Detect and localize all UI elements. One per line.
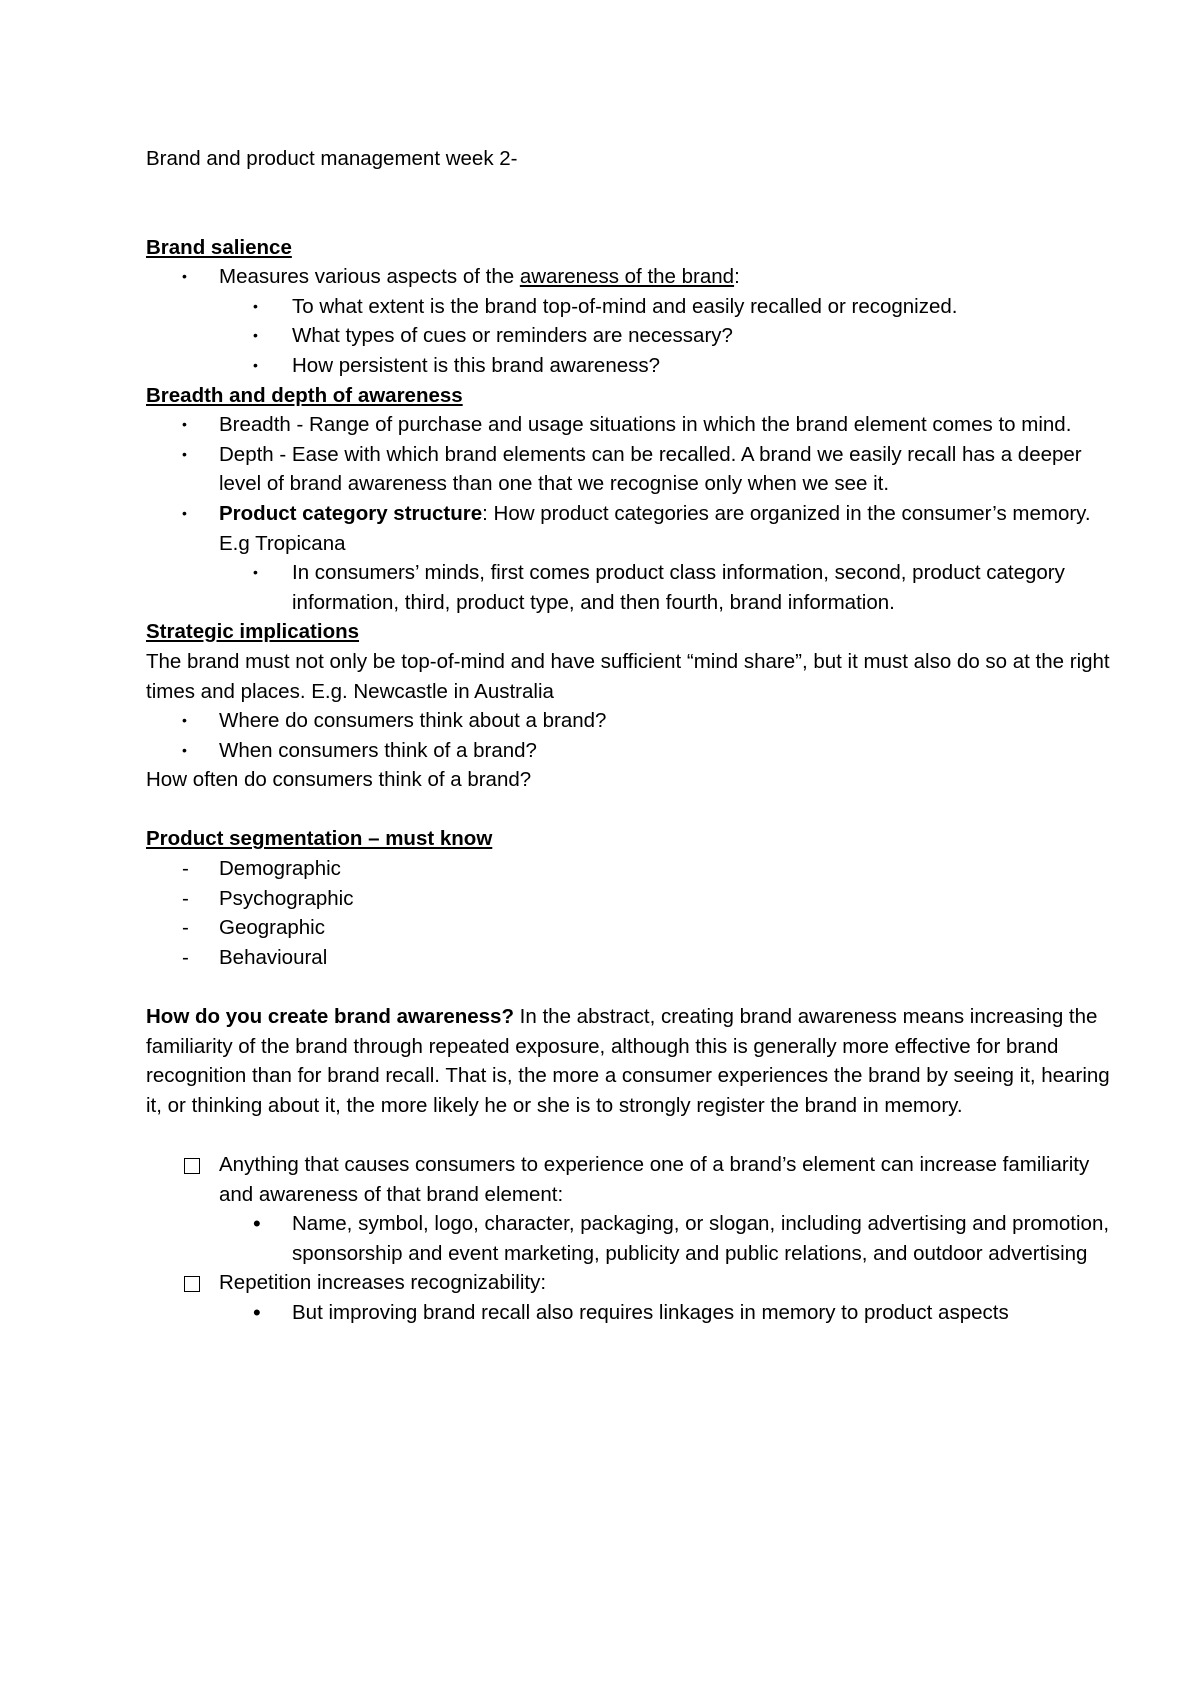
strategic-question: How often do consumers think of a brand?	[146, 768, 532, 792]
list-item: • When consumers think of a brand?	[146, 736, 1120, 766]
bullet-icon: •	[253, 297, 258, 314]
bullet-icon: •	[253, 1299, 261, 1325]
strategic-list	[146, 706, 1120, 765]
dash-icon: -	[182, 945, 189, 969]
list-item: • Depth - Ease with which brand elements can be recalled. A brand we easily recall has a deeper level of brand awareness than one that we recognise only when we see it.	[146, 440, 1120, 499]
brand-salience-list	[146, 262, 1120, 380]
checklist	[146, 1150, 1120, 1328]
dash-icon: -	[182, 857, 189, 881]
heading-brand-salience: Brand salience	[146, 235, 292, 259]
list-item: • Where do consumers think about a brand?	[146, 706, 1120, 736]
list-item: • To what extent is the brand top-of-mind and easily recalled or recognized.	[146, 292, 1120, 322]
heading-breadth-depth: Breadth and depth of awareness	[146, 383, 463, 407]
list-item: • How persistent is this brand awareness?	[146, 351, 1120, 381]
strategic-paragraph: The brand must not only be top-of-mind and have sufficient “mind share”, but it must also do so at the right times and places. E.g. Newcastle in Australia	[146, 649, 1110, 703]
heading-product-segmentation: Product segmentation – must know	[146, 827, 493, 851]
list-item: • Measures various aspects of the awareness of the brand:	[146, 262, 1120, 292]
heading-strategic-implications: Strategic implications	[146, 620, 360, 644]
list-item: - Psychographic	[146, 884, 1120, 914]
bullet-icon: •	[182, 712, 187, 729]
list-item: - Demographic	[146, 854, 1120, 884]
breadth-depth-list	[146, 410, 1120, 617]
checkbox-icon	[184, 1158, 200, 1174]
dash-icon: -	[182, 916, 189, 940]
list-item: - Behavioural	[146, 943, 1120, 973]
create-awareness-paragraph: How do you create brand awareness? In the abstract, creating brand awareness means increasing the familiarity of the brand through repeated exposure, although this is generally more effective for brand recognition than for brand recall. That is, the more a consumer experiences the brand by seeing it, hearing it, or thinking about it, the more likely he or she is to strongly register the brand in memory.	[146, 1005, 1110, 1117]
list-item: - Geographic	[146, 913, 1120, 943]
list-item: • What types of cues or reminders are necessary?	[146, 321, 1120, 351]
list-item: • Breadth - Range of purchase and usage situations in which the brand element comes to mind.	[146, 410, 1120, 440]
bullet-icon: •	[182, 504, 187, 521]
bullet-icon: •	[253, 1211, 261, 1237]
bullet-icon: •	[182, 741, 187, 758]
checkbox-icon	[184, 1276, 200, 1292]
bullet-icon: •	[253, 327, 258, 344]
bullet-icon: •	[253, 564, 258, 581]
list-item: • Product category structure: How product categories are organized in the consumer’s memory. E.g Tropicana	[146, 499, 1120, 558]
list-item: • In consumers’ minds, first comes product class information, second, product category information, third, product type, and then fourth, brand information.	[146, 558, 1120, 617]
bullet-icon: •	[182, 268, 187, 285]
bullet-icon: •	[182, 445, 187, 462]
checklist-item: Anything that causes consumers to experience one of a brand’s element can increase familiarity and awareness of that brand element:	[146, 1150, 1120, 1209]
dash-icon: -	[182, 886, 189, 910]
underlined-phrase: awareness of the brand	[519, 265, 735, 289]
checklist-item: Repetition increases recognizability:	[146, 1268, 1120, 1298]
list-item: • Name, symbol, logo, character, packaging, or slogan, including advertising and promotion, sponsorship and event marketing, publicity and public relations, and outdoor advertising	[253, 1211, 1110, 1265]
segmentation-list	[146, 854, 1120, 972]
document-title: Brand and product management week 2-	[146, 147, 518, 170]
bullet-icon: •	[182, 416, 187, 433]
list-item: • But improving brand recall also requires linkages in memory to product aspects	[146, 1298, 1120, 1328]
bullet-icon: •	[253, 356, 258, 373]
